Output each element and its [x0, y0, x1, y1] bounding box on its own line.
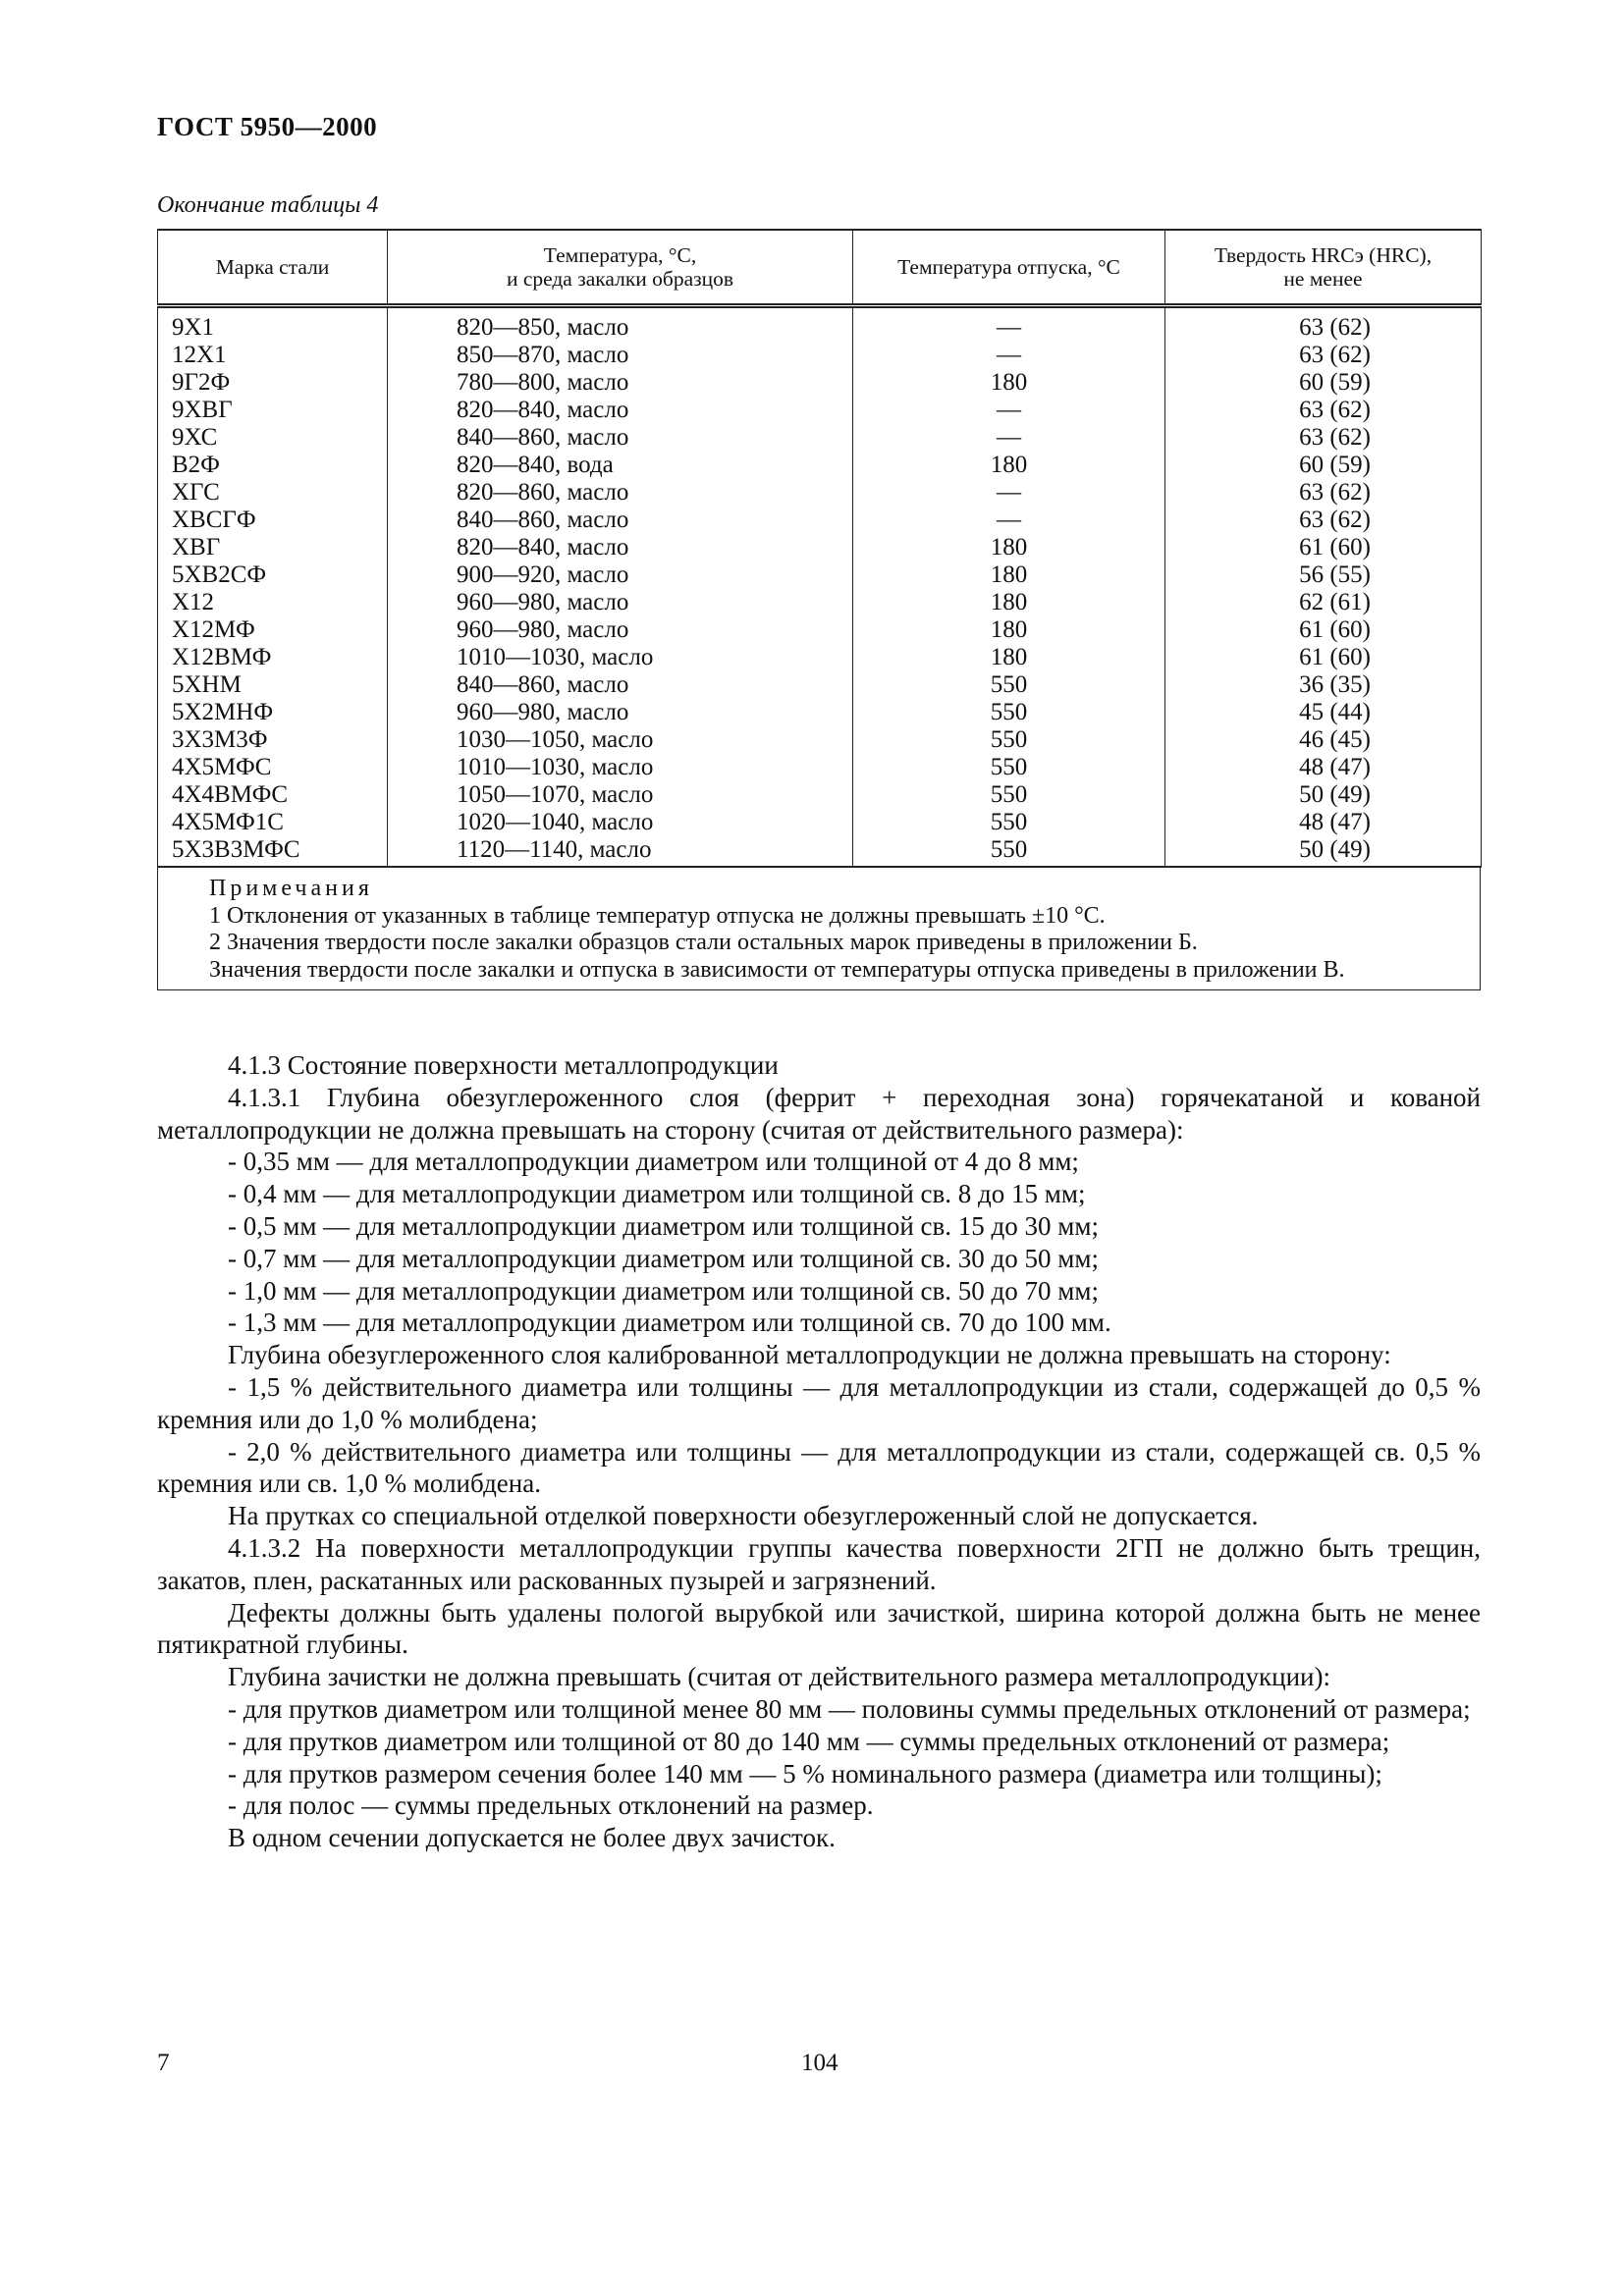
table-row — [158, 479, 1482, 507]
cell-quench: 840—860, масло — [388, 424, 853, 452]
cell-grade: 9Х1 — [158, 306, 388, 343]
cell-grade: 9ХВГ — [158, 397, 388, 424]
list-item: - 2,0 % действительного диаметра или толщины — для металлопродукции из стали, содержащей св. 0,5 % кремния или св. 1,0 % молибдена. — [157, 1436, 1481, 1499]
footer-left-number: 7 — [157, 2050, 170, 2076]
list-item: - для прутков диаметром или толщиной от 80 до 140 мм — суммы предельных отклонений от размера; — [228, 1726, 1390, 1756]
cell-temper: 180 — [853, 589, 1165, 616]
cell-grade: 4Х5МФС — [158, 754, 388, 781]
cell-hardness: 48 (47) — [1165, 754, 1482, 781]
cell-hardness: 48 (47) — [1165, 809, 1482, 836]
cell-temper: — — [853, 397, 1165, 424]
table-row — [158, 671, 1482, 699]
cell-quench: 1020—1040, масло — [388, 809, 853, 836]
cell-quench: 780—800, масло — [388, 369, 853, 397]
list-item: - 0,4 мм — для металлопродукции диаметром или толщиной св. 8 до 15 мм; — [228, 1179, 1086, 1209]
cell-quench: 1010—1030, масло — [388, 754, 853, 781]
cell-quench: 840—860, масло — [388, 507, 853, 534]
note-3: Значения твердости после закалки и отпуска в зависимости от температуры отпуска приведены в приложении В. — [209, 956, 1345, 983]
table-header-row — [158, 230, 1482, 306]
header-hardness: Твердость HRCэ (HRC), не менее — [1165, 230, 1482, 306]
cell-hardness: 61 (60) — [1165, 616, 1482, 644]
list-item: - 1,5 % действительного диаметра или толщины — для металлопродукции из стали, содержащей до 0,5 % кремния или до 1,0 % молибдена; — [157, 1371, 1481, 1434]
cell-hardness: 50 (49) — [1165, 836, 1482, 868]
cell-hardness: 36 (35) — [1165, 671, 1482, 699]
cell-hardness: 60 (59) — [1165, 369, 1482, 397]
cell-quench: 960—980, масло — [388, 699, 853, 726]
cell-hardness: 60 (59) — [1165, 452, 1482, 479]
cell-temper: 550 — [853, 781, 1165, 809]
table-row — [158, 452, 1482, 479]
note-1: 1 Отклонения от указанных в таблице температур отпуска не должны превышать ±10 °С. — [209, 902, 1106, 929]
cell-hardness: 63 (62) — [1165, 397, 1482, 424]
cell-grade: 5Х2МНФ — [158, 699, 388, 726]
table-row — [158, 754, 1482, 781]
body-text — [157, 1049, 1481, 1854]
cell-grade: 12Х1 — [158, 342, 388, 369]
cell-grade: 4Х4ВМФС — [158, 781, 388, 809]
notes-title: Примечания — [209, 876, 373, 901]
cell-temper: 550 — [853, 809, 1165, 836]
cell-quench: 820—840, масло — [388, 534, 853, 561]
cell-temper: 180 — [853, 644, 1165, 671]
cell-quench: 960—980, масло — [388, 589, 853, 616]
cell-temper: — — [853, 479, 1165, 507]
table-row — [158, 781, 1482, 809]
cell-quench: 820—860, масло — [388, 479, 853, 507]
cell-hardness: 63 (62) — [1165, 507, 1482, 534]
cell-temper: 550 — [853, 836, 1165, 868]
table-row — [158, 809, 1482, 836]
table-row — [158, 306, 1482, 343]
cell-quench: 820—840, масло — [388, 397, 853, 424]
cell-temper: 550 — [853, 699, 1165, 726]
cell-quench: 1050—1070, масло — [388, 781, 853, 809]
cell-temper: — — [853, 342, 1165, 369]
cell-temper: 180 — [853, 561, 1165, 589]
header-grade: Марка стали — [158, 230, 388, 306]
table-row — [158, 644, 1482, 671]
list-item: - 0,5 мм — для металлопродукции диаметром или толщиной св. 15 до 30 мм; — [228, 1210, 1099, 1241]
table-row — [158, 699, 1482, 726]
table-row — [158, 616, 1482, 644]
note-2: 2 Значения твердости после закалки образцов стали остальных марок приведены в приложении Б. — [209, 930, 1198, 955]
header-temper: Температура отпуска, °С — [853, 230, 1165, 306]
table-row — [158, 424, 1482, 452]
cell-grade: 5ХВ2СФ — [158, 561, 388, 589]
cell-temper: 550 — [853, 671, 1165, 699]
cell-quench: 1120—1140, масло — [388, 836, 853, 868]
table-row — [158, 534, 1482, 561]
cell-grade: 9ХС — [158, 424, 388, 452]
cell-hardness: 61 (60) — [1165, 534, 1482, 561]
cell-temper: 550 — [853, 754, 1165, 781]
cell-quench: 850—870, масло — [388, 342, 853, 369]
cell-hardness: 46 (45) — [1165, 726, 1482, 754]
cell-quench: 820—840, вода — [388, 452, 853, 479]
cell-grade: ХВСГФ — [158, 507, 388, 534]
list-item: - 0,35 мм — для металлопродукции диаметром или толщиной от 4 до 8 мм; — [228, 1147, 1079, 1177]
cell-temper: 180 — [853, 534, 1165, 561]
list-item: - для прутков размером сечения более 140 мм — 5 % номинального размера (диаметра или толщины); — [228, 1758, 1382, 1789]
paragraph: Глубина зачистки не должна превышать (считая от действительного размера металлопродукции): — [228, 1662, 1330, 1692]
cell-hardness: 63 (62) — [1165, 306, 1482, 343]
list-item: - 1,0 мм — для металлопродукции диаметром или толщиной св. 50 до 70 мм; — [228, 1275, 1099, 1306]
cell-temper: 180 — [853, 616, 1165, 644]
table-row — [158, 561, 1482, 589]
table-body — [158, 306, 1482, 869]
steel-properties-table — [157, 229, 1482, 868]
paragraph: Дефекты должны быть удалены пологой вырубкой или зачисткой, ширина которой должна быть не менее пятикратной глубины. — [157, 1597, 1481, 1660]
cell-hardness: 56 (55) — [1165, 561, 1482, 589]
cell-quench: 1010—1030, масло — [388, 644, 853, 671]
paragraph: 4.1.3.2 На поверхности металлопродукции группы качества поверхности 2ГП не должно быть трещин, закатов, плен, раскатанных или раскованных пузырей и загрязнений. — [157, 1532, 1481, 1595]
list-item: - 1,3 мм — для металлопродукции диаметром или толщиной св. 70 до 100 мм. — [228, 1308, 1111, 1338]
table-row — [158, 369, 1482, 397]
table-row — [158, 589, 1482, 616]
cell-temper: — — [853, 306, 1165, 343]
cell-hardness: 61 (60) — [1165, 644, 1482, 671]
cell-grade: В2Ф — [158, 452, 388, 479]
table-row — [158, 507, 1482, 534]
cell-grade: 5ХНМ — [158, 671, 388, 699]
table-notes — [157, 866, 1481, 990]
cell-quench: 840—860, масло — [388, 671, 853, 699]
cell-temper: 550 — [853, 726, 1165, 754]
cell-grade: 9Г2Ф — [158, 369, 388, 397]
table-row — [158, 836, 1482, 868]
cell-temper: 180 — [853, 369, 1165, 397]
header-quench: Температура, °С, и среда закалки образцов — [388, 230, 853, 306]
cell-hardness: 63 (62) — [1165, 479, 1482, 507]
page-number: 104 — [801, 2050, 839, 2076]
cell-temper: — — [853, 507, 1165, 534]
cell-quench: 900—920, масло — [388, 561, 853, 589]
cell-grade: 3Х3М3Ф — [158, 726, 388, 754]
cell-grade: Х12ВМФ — [158, 644, 388, 671]
table-row — [158, 342, 1482, 369]
paragraph: 4.1.3.1 Глубина обезуглероженного слоя (феррит + переходная зона) горячекатаной и кованой металлопродукции не должна превышать на сторону (считая от действительного размера): — [157, 1082, 1481, 1145]
list-item: - для полос — суммы предельных отклонений на размер. — [228, 1790, 874, 1821]
table-row — [158, 397, 1482, 424]
cell-grade: Х12МФ — [158, 616, 388, 644]
table-row — [158, 726, 1482, 754]
cell-quench: 960—980, масло — [388, 616, 853, 644]
list-item: - для прутков диаметром или толщиной менее 80 мм — половины суммы предельных отклонений от размера; — [228, 1693, 1471, 1724]
cell-grade: ХГС — [158, 479, 388, 507]
cell-quench: 1030—1050, масло — [388, 726, 853, 754]
cell-grade: Х12 — [158, 589, 388, 616]
cell-hardness: 50 (49) — [1165, 781, 1482, 809]
paragraph: На прутках со специальной отделкой поверхности обезуглероженный слой не допускается. — [228, 1501, 1259, 1531]
paragraph: В одном сечении допускается не более двух зачисток. — [228, 1823, 836, 1853]
cell-temper: — — [853, 424, 1165, 452]
table-caption: Окончание таблицы 4 — [157, 192, 379, 218]
cell-hardness: 62 (61) — [1165, 589, 1482, 616]
paragraph: 4.1.3 Состояние поверхности металлопродукции — [228, 1050, 779, 1080]
cell-quench: 820—850, масло — [388, 306, 853, 343]
cell-grade: 4Х5МФ1С — [158, 809, 388, 836]
document-title: ГОСТ 5950—2000 — [157, 112, 378, 141]
cell-grade: ХВГ — [158, 534, 388, 561]
cell-temper: 180 — [853, 452, 1165, 479]
cell-grade: 5Х3В3МФС — [158, 836, 388, 868]
list-item: - 0,7 мм — для металлопродукции диаметром или толщиной св. 30 до 50 мм; — [228, 1243, 1099, 1273]
paragraph: Глубина обезуглероженного слоя калиброванной металлопродукции не должна превышать на сторону: — [228, 1340, 1391, 1370]
cell-hardness: 63 (62) — [1165, 342, 1482, 369]
cell-hardness: 45 (44) — [1165, 699, 1482, 726]
cell-hardness: 63 (62) — [1165, 424, 1482, 452]
